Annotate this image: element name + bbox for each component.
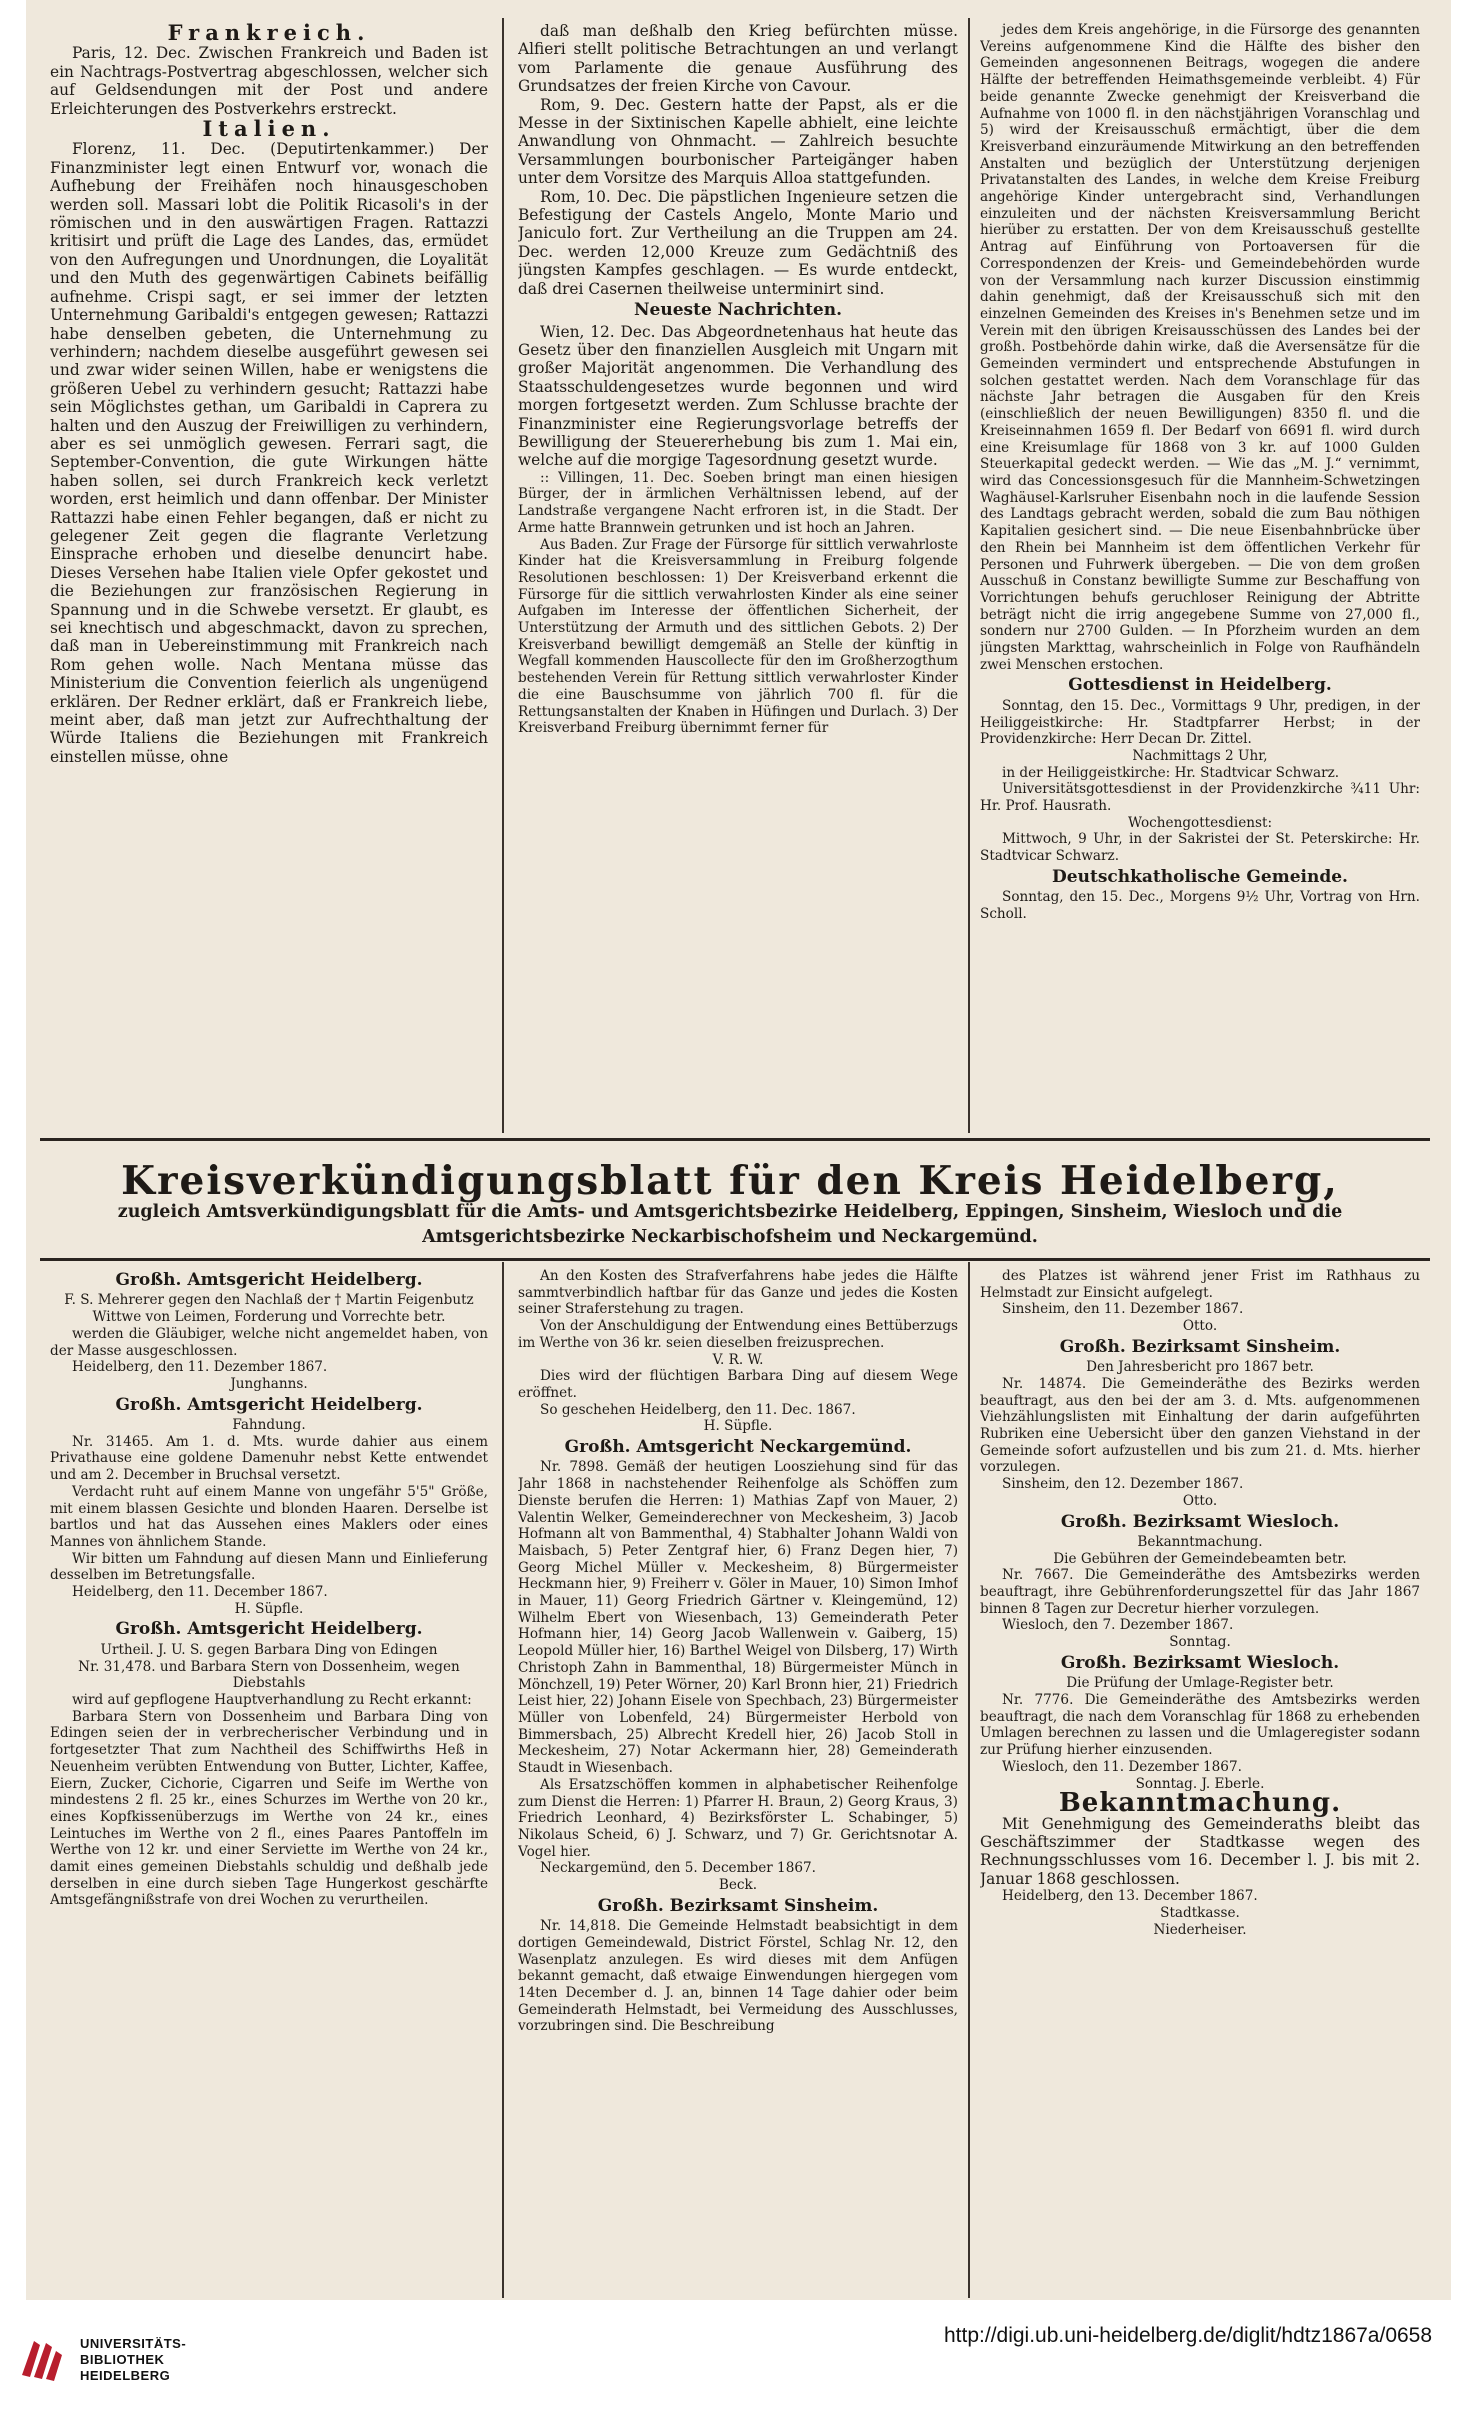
library-line: HEIDELBERG bbox=[80, 2368, 171, 2383]
section-heading: Frankreich. bbox=[167, 22, 371, 45]
notice-heading: Großh. Bezirksamt Wiesloch. bbox=[1060, 1511, 1340, 1532]
notice-paragraph: des Platzes ist während jener Frist im Rathhaus zu Helmstadt zur Einsicht aufgelegt. bbox=[980, 1268, 1420, 1301]
bottom-column-3 bbox=[980, 1268, 1420, 2298]
notice-paragraph: Nr. 31465. Am 1. d. Mts. wurde dahier aus einem Privathause eine goldene Damenuhr nebst Kette entwendet und am 2. December in Bruchsal versetzt. bbox=[50, 1433, 488, 1484]
notice-paragraph: Bekanntmachung. bbox=[1137, 1533, 1263, 1550]
notice-paragraph: Von der Anschuldigung der Entwendung eines Bettüberzugs im Werthe von 36 kr. seien dieselben freizusprechen. bbox=[518, 1318, 958, 1351]
bottom-column-1 bbox=[50, 1268, 488, 2298]
notice-paragraph: Otto. bbox=[1182, 1492, 1218, 1509]
notice-paragraph: Die Prüfung der Umlage-Register betr. bbox=[1066, 1675, 1334, 1692]
notice-paragraph: :: Villingen, 11. Dec. Soeben bringt man einen hiesigen Bürger, der in ärmlichen Verhältnissen lebend, auf der Landstraße vergangene Nacht erfroren ist, in die Stadt. Der Arme hatte Brannwein getrunken und ist hoch an Jahren. bbox=[518, 469, 958, 536]
article-paragraph: Florenz, 11. Dec. (Deputirtenkammer.) Der Finanzminister legt einen Entwurf vor, wonach die Aufhebung der Freihäfen noch hinausgeschoben werden soll. Massari lobt die Politik Ricasoli's in der römischen und in den auswärtigen Fragen. Rattazzi kritisirt und prüft die Lage des Landes, das, ermüdet von den Aufregungen und Unordnungen, die Loyalität und den Muth des gegenwärtigen Cabinets beifällig aufnehme. Crispi sagt, er sei immer der letzten Unternehmung Garibaldi's entgegen gewesen; Rattazzi habe denselben gebeten, die Unternehmung zu verhindern; nachdem dieselbe ausgeführt gewesen sei und zwar wider seinen Willen, habe er wenigstens die größeren Uebel zu verhindern gesucht; Rattazzi habe sein Möglichstes gethan, um Garibaldi in Caprera zu halten und den Auszug der Freiwilligen zu verhindern, aber es sei unmöglich gewesen. Ferrari sagt, die September-Convention, die gute Wirkungen hätte haben sollen, sei durch Frankreich keck verletzt worden, erst heimlich und dann offenbar. Der Minister Rattazzi habe einen Fehler begangen, daß er nicht zu gelegener Zeit gegen die flagrante Verletzung Einsprache erhoben und dieselbe denuncirt habe. Dieses Versehen habe Italien viele Opfer gekostet und die Beziehungen zur französischen Regierung in Spannung und in die Schwebe versetzt. Er glaubt, es sei knechtisch und abgeschmackt, davon zu sprechen, daß man in Uebereinstimmung mit Frankreich nach Rom gehen wolle. Nach Mentana müsse das Ministerium die Convention feierlich als ungenügend erklären. Der Redner erklärt, daß er Frankreich liebe, meint aber, daß man jetzt zur Aufrechthaltung der Würde Italiens die Beziehungen mit Frankreich einstellen müsse, ohne bbox=[50, 140, 488, 766]
ub-heidelberg-logo-icon bbox=[18, 2335, 66, 2383]
notice-paragraph: Mittwoch, 9 Uhr, in der Sakristei der St. Peterskirche: Hr. Stadtvicar Schwarz. bbox=[980, 831, 1420, 865]
notice-paragraph: Nr. 14874. Die Gemeinderäthe des Bezirks werden beauftragt, aus den bei der am 3. d. Mts. aufgenommenen Viehzählungslisten mit Einhaltung der darin aufgeführten Rubriken eine Uebersicht über den ganzen Viehstand in der Gemeinde sofort aufzustellen und bis zum 21. d. Mts. hierher vorzulegen. bbox=[980, 1375, 1420, 1476]
notice-paragraph: in der Heiliggeistkirche: Hr. Stadtvicar Schwarz. bbox=[1002, 764, 1340, 781]
notice-paragraph: Stadtkasse. bbox=[1160, 1904, 1240, 1921]
notice-paragraph: Fahndung. bbox=[232, 1417, 306, 1434]
notice-paragraph: Als Ersatzschöffen kommen in alphabetischer Reihenfolge zum Dienst die Herren: 1) Pfarrer H. Braun, 2) Georg Kraus, 3) Friedrich Leonhard, 4) Bezirksförster L. Schabinger, 5) Nikolaus Scheid, 6) J. Schwarz, und 7) Gr. Gerichtsnotar A. Vogel hier. bbox=[518, 1776, 958, 1860]
notice-paragraph: jedes dem Kreis angehörige, in die Fürsorge des genannten Vereins aufgenommene Kind die Hälfte des bisher den Gemeinden angesonnenen Beitrags, wogegen die andere Hälfte der betreffenden Heimathsgemeinde verbleibt. 4) Für beide genannte Zwecke genehmigt der Kreisverband die Aufnahme von 1000 fl. in den nächstjährigen Voranschlag und 5) wird der Kreisausschuß ermächtigt, über die dem Kreisverband einzuräumende Mitwirkung an den betreffenden Anstalten und bezüglich der Unterstützung derjenigen Privatanstalten des Landes, in welche dem Kreise Freiburg angehörige Kinder untergebracht sind, Verhandlungen einzuleiten und der nächsten Kreisversammlung Bericht hierüber zu erstatten. Der von dem Kreisausschuß gestellte Antrag auf Einführung von Portoaversen für die Correspondenzen der Kreis- und Gemeindebehörden wurde von der Versammlung nach kurzer Discussion einstimmig dahin genehmigt, daß der Kreisausschuß sich mit den einzelnen Gemeinden des Kreises in's Benehmen setze und im Verein mit den übrigen Kreisausschüssen des Landes bei der großh. Postbehörde dahin wirke, daß die Aversensätze für die Gemeinden vermindert und entsprechende Abstufungen in solchen gestattet werden. Nach dem Voranschlage für das nächste Jahr betragen die Ausgaben für den Kreis (einschließlich der neuen Bewilligungen) 8350 fl. und die Kreiseinnahmen 1659 fl. Der Bedarf von 6691 fl. wird durch eine Kreisumlage für 1868 von 3 kr. auf 1000 Gulden Steuerkapital gedeckt werden. — Wie das „M. J.“ vernimmt, wird das Concessionsgesuch für die Mannheim-Schwetzingen Waghäusel-Karlsruher Eisenbahn noch in die laufende Session des Landtags gebracht werden, sobald die zum Bau nöthigen Kapitalien gesichert sind. — Die neue Eisenbahnbrücke über den Rhein bei Mannheim ist dem öffentlichen Verkehr für Personen und Fuhrwerk übergeben. — Die von dem großen Ausschuß in Constanz bewilligte Summe zur Beschaffung von Vorrichtungen behufs geruchloser Reinigung der Abtritte beträgt nicht die irrig angegebene Summe von 27,000 fl., sondern nur 2700 Gulden. — In Pforzheim wurden an dem jüngsten Markttag, wahrscheinlich in Folge von Raufhändeln zwei Menschen erstochen. bbox=[980, 22, 1420, 673]
notice-heading: Großh. Amtsgericht Heidelberg. bbox=[115, 1394, 423, 1415]
notice-paragraph: Heidelberg, den 11. December 1867. bbox=[72, 1584, 328, 1601]
top-column-1 bbox=[50, 22, 488, 1130]
banner-subtitle: zugleich Amtsverkündigungsblatt für die Amts- und Amtsgerichtsbezirke Heidelberg, Eppingen, Sinsheim, Wiesloch und die Amtsgerichtsbezirke Neckarbischofsheim und Neckargemünd. bbox=[117, 1202, 1343, 1247]
notice-paragraph: Otto. bbox=[1182, 1318, 1218, 1335]
article-paragraph: Mit Genehmigung des Gemeinderaths bleibt das Geschäftszimmer der Stadtkasse wegen des Rechnungsschlusses vom 16. December l. J. bis mit 2. Januar 1868 geschlossen. bbox=[980, 1814, 1420, 1888]
notice-paragraph: Universitätsgottesdienst in der Providenzkirche ¾11 Uhr: Hr. Prof. Hausrath. bbox=[980, 781, 1420, 815]
notice-paragraph: Junghanns. bbox=[230, 1375, 308, 1392]
notice-paragraph: Nr. 31,478. und Barbara Stern von Dossenheim, wegen Diebstahls bbox=[78, 1658, 460, 1692]
top-column-2 bbox=[518, 22, 958, 1130]
notice-paragraph: Wir bitten um Fahndung auf diesen Mann und Einlieferung desselben im Betretungsfalle. bbox=[50, 1550, 488, 1584]
notice-paragraph: Heidelberg, den 13. December 1867. bbox=[1002, 1888, 1258, 1905]
notice-heading: Großh. Amtsgericht Neckargemünd. bbox=[564, 1437, 912, 1458]
article-paragraph: Rom, 9. Dec. Gestern hatte der Papst, als er die Messe in der Sixtinischen Kapelle abhielt, eine leichte Anwandlung von Ohnmacht. — Zahlreich besuchte Versammlungen bourbonischer Parteigänger haben unter dem Vorsitze des Marquis Alloa stattgefunden. bbox=[518, 95, 958, 188]
source-url[interactable]: http://digi.ub.uni-heidelberg.de/diglit/hdtz1867a/0658 bbox=[944, 2324, 1433, 2347]
notice-paragraph: Wiesloch, den 7. Dezember 1867. bbox=[1002, 1617, 1234, 1634]
notice-heading: Neueste Nachrichten. bbox=[633, 300, 843, 321]
top-column-3 bbox=[980, 22, 1420, 1130]
notice-paragraph: So geschehen Heidelberg, den 11. Dec. 1867. bbox=[540, 1401, 856, 1418]
notice-paragraph: Sonntag. bbox=[1169, 1634, 1231, 1651]
notice-paragraph: wird auf gepflogene Hauptverhandlung zu Recht erkannt: bbox=[72, 1691, 472, 1708]
notice-paragraph: Neckargemünd, den 5. December 1867. bbox=[540, 1860, 816, 1877]
notice-paragraph: Nr. 7667. Die Gemeinderäthe des Amtsbezirks werden beauftragt, ihre Gebührenforderungszettel für das Jahr 1867 binnen 8 Tagen zur Decretur hierher vorzulegen. bbox=[980, 1567, 1420, 1617]
notice-heading: Großh. Bezirksamt Wiesloch. bbox=[1060, 1652, 1340, 1673]
notice-heading: Großh. Amtsgericht Heidelberg. bbox=[115, 1619, 423, 1640]
notice-paragraph: Nr. 7776. Die Gemeinderäthe des Amtsbezirks werden beauftragt, die nach dem Voranschlag für 1868 zu erhebenden Umlagen berechnen zu lassen und die Umlageregister sodann zur Prüfung hierher einzusenden. bbox=[980, 1691, 1420, 1759]
notice-paragraph: Dies wird der flüchtigen Barbara Ding auf diesem Wege eröffnet. bbox=[518, 1368, 958, 1401]
notice-heading: Großh. Amtsgericht Heidelberg. bbox=[115, 1270, 423, 1290]
column-divider bbox=[502, 1262, 504, 2298]
banner-title: Kreisverkündigungsblatt für den Kreis Heidelberg, bbox=[121, 1158, 1339, 1204]
notice-paragraph: Sonntag, den 15. Dec., Morgens 9½ Uhr, Vortrag von Hrn. Scholl. bbox=[980, 889, 1420, 922]
article-paragraph: Rom, 10. Dec. Die päpstlichen Ingenieure setzen die Befestigung der Castels Angelo, Monte Mario und Janiculo fort. Zur Vertheilung an die Truppen am 24. Dec. werden 12,000 Kreuze zum Gedächtniß des jüngsten Kampfes geschlagen. — Es wurde entdeckt, daß drei Casernen theilweise unterminirt sind. bbox=[518, 187, 958, 298]
notice-paragraph: Niederheiser. bbox=[1153, 1921, 1247, 1938]
notice-paragraph: Den Jahresbericht pro 1867 betr. bbox=[1086, 1359, 1314, 1376]
notice-paragraph: Wochengottesdienst: bbox=[1127, 814, 1273, 831]
library-line: UNIVERSITÄTS- bbox=[80, 2336, 187, 2351]
section-rule bbox=[40, 1258, 1430, 1261]
notice-paragraph: werden die Gläubiger, welche nicht angemeldet haben, von der Masse ausgeschlossen. bbox=[50, 1325, 488, 1359]
library-name bbox=[80, 2336, 186, 2384]
notice-paragraph: V. R. W. bbox=[712, 1351, 764, 1368]
notice-paragraph: Sinsheim, den 11. Dezember 1867. bbox=[1002, 1301, 1244, 1318]
column-divider bbox=[968, 1262, 970, 2298]
notice-paragraph: Nr. 7898. Gemäß der heutigen Loosziehung sind für das Jahr 1868 in nachstehender Reihenfolge als Schöffen zum Dienste berufen die Herren: 1) Mathias Zapf von Mauer, 2) Valentin Welker, Gemeinderechner von Meckesheim, 3) Jacob Hofmann alt von Bammenthal, 4) Stabhalter Johann Waldi von Maisbach, 5) Peter Zentgraf hier, 6) Franz Degen hier, 7) Georg Michel Müller v. Meckesheim, 8) Bürgermeister Heckmann hier, 9) Freiherr v. Göler in Mauer, 10) Simon Imhof in Mauer, 11) Georg Friedrich Gärtner v. Kleingemünd, 12) Wilhelm Ebert von Wiesenbach, 13) Gemeinderath Peter Hofmann hier, 14) Georg Jacob Wallenwein v. Gaiberg, 15) Leopold Müller hier, 16) Barthel Weigel von Dilsberg, 17) Wirth Christoph Zahn in Bammenthal, 18) Bürgermeister Münch in Mönchzell, 19) Peter Wörner, 20) Karl Bronn hier, 21) Friedrich Leist hier, 22) Johann Eisele von Spechbach, 23) Bürgermeister Müller von Lobenfeld, 24) Bürgermeister Herbold von Bimmersbach, 25) Albrecht Kredell hier, 26) Jacob Stoll in Meckesheim, 27) Notar Ackermann hier, 28) Gemeinderath Staudt in Wiesenbach. bbox=[518, 1459, 958, 1777]
digitization-footer bbox=[0, 2300, 1467, 2415]
announcement-heading: Bekanntmachung. bbox=[1058, 1788, 1342, 1819]
library-line: BIBLIOTHEK bbox=[80, 2352, 165, 2367]
article-paragraph: Paris, 12. Dec. Zwischen Frankreich und Baden ist ein Nachtrags-Postvertrag abgeschlossen, welcher sich auf Geldsendungen mit der Post und andere Erleichterungen des Postverkehrs erstreckt. bbox=[50, 44, 488, 118]
column-divider bbox=[502, 18, 504, 1133]
notice-heading: Gottesdienst in Heidelberg. bbox=[1068, 675, 1332, 696]
notice-heading: Großh. Bezirksamt Sinsheim. bbox=[597, 1895, 879, 1916]
notice-paragraph: F. S. Mehrerer gegen den Nachlaß der † Martin Feigenbutz Wittwe von Leimen, Forderung und Vorrechte betr. bbox=[64, 1292, 474, 1326]
notice-paragraph: Aus Baden. Zur Frage der Fürsorge für sittlich verwahrloste Kinder hat die Kreisversammlung in Freiburg folgende Resolutionen beschlossen: 1) Der Kreisverband erkennt die Fürsorge für die sittlich verwahrlosten Kinder als eine seiner Aufgaben im Interesse der öffentlichen Sicherheit, der Unterstützung der Armuth und des sittlichen Gebots. 2) Der Kreisverband bewilligt demgemäß an Stelle der künftig in Wegfall kommenden Hauscollecte für den im Großherzogthum bestehenden Verein für Rettung sittlich verwahrloster Kinder die eine Bauschsumme von jährlich 700 fl. für die Rettungsanstalten der Knaben in Hüfingen und Durlach. 3) Der Kreisverband Freiburg übernimmt ferner für bbox=[518, 536, 958, 737]
notice-paragraph: An den Kosten des Strafverfahrens habe jedes die Hälfte sammtverbindlich haftbar für das Ganze und jedes die Kosten seiner Straferstehung zu tragen. bbox=[518, 1268, 958, 1318]
notice-paragraph: H. Süpfle. bbox=[234, 1600, 304, 1617]
notice-heading: Großh. Bezirksamt Sinsheim. bbox=[1059, 1336, 1341, 1357]
notice-paragraph: Wiesloch, den 11. Dezember 1867. bbox=[1002, 1758, 1242, 1775]
section-heading: Italien. bbox=[202, 116, 336, 142]
notice-paragraph: Nachmittags 2 Uhr, bbox=[1132, 747, 1268, 764]
column-divider bbox=[968, 18, 970, 1133]
notice-paragraph: H. Süpfle. bbox=[703, 1418, 773, 1435]
section-rule bbox=[40, 1138, 1430, 1141]
notice-paragraph: Sonntag. J. Eberle. bbox=[1135, 1775, 1265, 1792]
notice-paragraph: Barbara Stern von Dossenheim und Barbara Ding von Edingen seien der in verbrecherischer Verbindung und in fortgesetzter That zum Nachtheil des Schiffwirths Heß in Neuenheim verübten Entwendung von Butter, Lichter, Kaffee, Eiern, Zucker, Cichorie, Cigarren und Seife im Werthe von mindestens 2 fl. 25 kr., eines Schurzes im Werthe von 20 kr., eines Kopfkissenüberzugs im Werthe von 24 kr., eines Leintuches im Werthe von 2 fl., eines Paares Pantoffeln im Werthe von 12 kr. und einer Serviette im Werthe von 24 kr., damit eines gemeinen Diebstahls schuldig und deßhalb jede derselben in eine durch sieben Tage Hungerkost geschärfte Amtsgefängnißstrafe von drei Wochen zu verurtheilen. bbox=[50, 1708, 488, 1909]
bottom-column-2 bbox=[518, 1268, 958, 2298]
notice-paragraph: Verdacht ruht auf einem Manne von ungefähr 5'5" Größe, mit einem blassen Gesichte und blonden Haaren. Derselbe ist bartlos und hat das Aussehen eines Maklers oder eines Mannes von ähnlichem Stande. bbox=[50, 1483, 488, 1550]
notice-paragraph: Sinsheim, den 12. Dezember 1867. bbox=[1002, 1476, 1244, 1493]
notice-paragraph: Sonntag, den 15. Dec., Vormittags 9 Uhr, predigen, in der Heiliggeistkirche: Hr. Stadtpfarrer Herbst; in der Providenzkirche: Herr Decan Dr. Zittel. bbox=[980, 697, 1420, 748]
notice-paragraph: Heidelberg, den 11. Dezember 1867. bbox=[72, 1359, 328, 1376]
article-paragraph: daß man deßhalb den Krieg befürchten müsse. Alfieri stellt politische Betrachtungen an und verlangt vom Parlamente die genaue Ausführung des Grundsatzes der freien Kirche von Cavour. bbox=[518, 22, 958, 96]
notice-paragraph: Die Gebühren der Gemeindebeamten betr. bbox=[1053, 1550, 1347, 1567]
notice-paragraph: Nr. 14,818. Die Gemeinde Helmstadt beabsichtigt in dem dortigen Gemeindewald, District Förstel, Schlag Nr. 12, den Wasenplatz anzulegen. Es wird dieses mit dem Anfügen bekannt gemacht, daß etwaige Einwendungen hiergegen vom 14ten December d. J. an, binnen 14 Tage dahier oder beim Gemeinderath Helmstadt, bei Vermeidung des Ausschlusses, vorzubringen sind. Die Beschreibung bbox=[518, 1918, 958, 2035]
notice-paragraph: Beck. bbox=[718, 1877, 758, 1894]
notice-heading: Deutschkatholische Gemeinde. bbox=[1052, 866, 1348, 887]
article-paragraph: Wien, 12. Dec. Das Abgeordnetenhaus hat heute das Gesetz über den finanziellen Ausgleich mit Ungarn mit großer Majorität angenommen. Die Verhandlung des Staatsschuldengesetzes wurde begonnen und wird morgen fortgesetzt werden. Zum Schlusse brachte der Finanzminister eine Regierungsvorlage betreffs der Bewilligung der Steuererhebung bis zum 1. Mai ein, welche auf die morgige Tagesordnung gesetzt wurde. bbox=[518, 322, 958, 470]
notice-paragraph: Urtheil. J. U. S. gegen Barbara Ding von Edingen bbox=[100, 1641, 438, 1658]
